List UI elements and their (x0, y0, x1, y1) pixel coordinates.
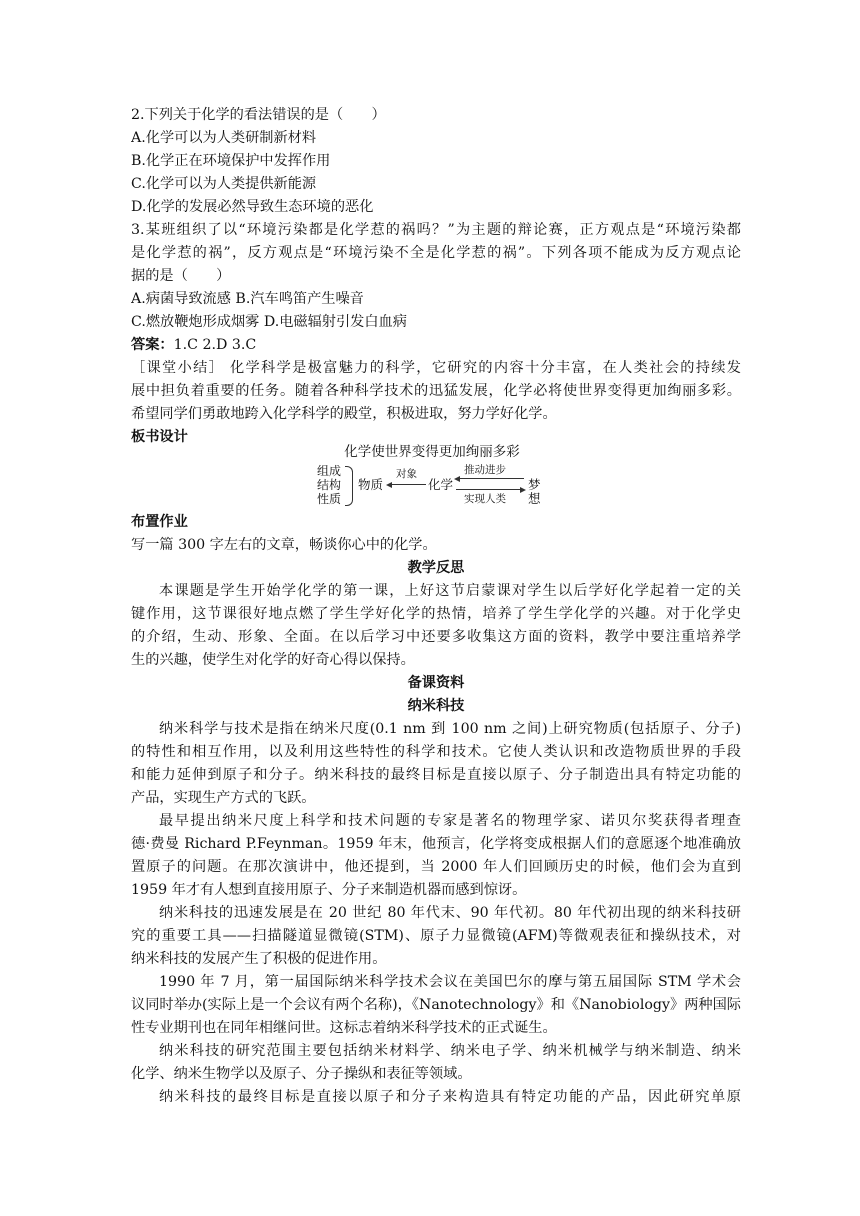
arrow-line (390, 484, 426, 485)
board-title: 化学使世界变得更加绚丽多彩 (344, 444, 520, 460)
arrow-line (456, 489, 522, 490)
reflection-line: 本课题是学生开始学化学的第一课，上好这节启蒙课对学生以后学好化学起着一定的关 (159, 583, 741, 599)
board-item-structure: 结构 (317, 478, 342, 492)
paragraph-line: 化学、纳米生物学以及原子、分子操纵和表征等领域。 (131, 1066, 472, 1082)
board-promote: 推动进步 (464, 464, 506, 476)
paragraph-line: 德·费曼 Richard P.Feynman。1959 年末，他预言，化学将变成根据人们的意愿逐个地准确放 (131, 836, 741, 852)
paragraph-line: 的特性和相互作用，以及利用这些特性的科学和技术。它使人类认识和改造物质世界的手段 (131, 744, 741, 760)
paragraph-line: 纳米科技的研究范围主要包括纳米材料学、纳米电子学、纳米机械学与纳米制造、纳米 (159, 1043, 741, 1059)
homework-text: 写一篇 300 字左右的文章，畅谈你心中的化学。 (131, 537, 437, 553)
question-3-options-ab: A.病菌导致流感 B.汽车鸣笛产生噪音 (131, 291, 364, 307)
paragraph-line: 置原子的问题。在那次演讲中，他还提到，当 2000 年人们回顾历史的时候，他们会为直到 (131, 859, 741, 875)
arrow-line (458, 478, 524, 479)
arrow-right-icon (520, 487, 526, 493)
question-3-options-cd: C.燃放鞭炮形成烟雾 D.电磁辐射引发白血病 (131, 314, 407, 330)
reflection-line: 的介绍，生动、形象、全面。在以后学习中还要多收集这方面的资料，教学中要注重培养学 (131, 629, 741, 645)
homework-heading: 布置作业 (131, 514, 188, 530)
paragraph-line: 纳米科技的发展产生了积极的促进作用。 (131, 951, 387, 967)
arrow-left-icon (454, 476, 460, 482)
board-matter: 物质 (358, 477, 384, 492)
question-2-option-b: B.化学正在环境保护中发挥作用 (131, 153, 331, 169)
answer-line (131, 334, 741, 357)
paragraph-line: 最早提出纳米尺度上科学和技术问题的专家是著名的物理学家、诺贝尔奖获得者理查 (159, 813, 741, 829)
question-2-option-d: D.化学的发展必然导致生态环境的恶化 (131, 199, 374, 215)
materials-heading: 备课资料 (407, 675, 465, 691)
question-2-option-a: A.化学可以为人类研制新材料 (131, 130, 317, 146)
paragraph-line: 1990 年 7 月，第一届国际纳米科学技术会议在美国巴尔的摩与第五届国际 STM 学术会 (159, 974, 741, 990)
paragraph-line: 究的重要工具——扫描隧道显微镜(STM)、原子力显微镜(AFM)等微观表征和操纵技术，对 (131, 928, 741, 944)
board-item-composition: 组成 (317, 464, 342, 478)
reflection-heading: 教学反思 (407, 560, 465, 576)
paragraph-line: 纳米科学与技术是指在纳米尺度(0.1 nm 到 100 nm 之间)上研究物质(包括原子、分子) (159, 721, 741, 737)
question-3-stem-line: 据的是（ ） (131, 268, 231, 284)
paragraph-line: 性专业期刊也在同年相继问世。这标志着纳米科学技术的正式诞生。 (131, 1020, 557, 1036)
answer-label: 答案： (131, 337, 174, 353)
board-realize: 实现人类 (464, 493, 506, 505)
paragraph-line: 产品，实现生产方式的飞跃。 (131, 790, 316, 806)
board-left-items (317, 464, 345, 506)
question-3-stem-line: 3.某班组织了以“环境污染都是化学惹的祸吗？”为主题的辩论赛，正方观点是“环境污染都 (131, 222, 741, 238)
board-dream: 梦想 (528, 477, 541, 506)
board-object: 对象 (396, 468, 417, 480)
reflection-line: 生的兴趣，使学生对化学的好奇心得以保持。 (131, 652, 415, 668)
board-heading: 板书设计 (131, 429, 188, 445)
board-chem: 化学 (428, 477, 454, 492)
paragraph-line: 纳米科技的迅速发展是在 20 世纪 80 年代末、90 年代初。80 年代初出现的纳米科技研 (159, 905, 741, 921)
question-2-stem: 2.下列关于化学的看法错误的是（ ） (131, 107, 386, 123)
paragraph-line: 议同时举办(实际上是一个会议有两个名称)，《Nanotechnology》和《Nanobiology》两种国际 (131, 997, 741, 1013)
answer-text: 1.C 2.D 3.C (173, 337, 257, 353)
board-item-property: 性质 (317, 492, 342, 506)
summary-line: ［课堂小结］ 化学科学是极富魅力的科学，它研究的内容十分丰富，在人类社会的持续发 (131, 360, 741, 376)
summary-line: 展中担负着重要的任务。随着各种科学技术的迅猛发展，化学必将使世界变得更加绚丽多彩。 (131, 383, 741, 399)
paragraph-line: 1959 年才有人想到直接用原子、分子来制造机器而感到惊讶。 (131, 882, 527, 898)
paragraph-line: 纳米科技的最终目标是直接以原子和分子来构造具有特定功能的产品，因此研究单原 (159, 1089, 741, 1105)
summary-line: 希望同学们勇敢地跨入化学科学的殿堂，积极进取，努力学好化学。 (131, 406, 557, 422)
board-diagram (312, 442, 552, 512)
materials-title: 纳米科技 (407, 698, 465, 714)
reflection-line: 键作用，这节课很好地点燃了学生学好化学的热情，培养了学生学化学的兴趣。对于化学史 (131, 606, 741, 622)
arrow-left-icon (386, 482, 392, 488)
question-2-option-c: C.化学可以为人类提供新能源 (131, 176, 317, 192)
question-3-stem-line: 是化学惹的祸”，反方观点是“环境污染不全是化学惹的祸”。下列各项不能成为反方观点论 (131, 245, 741, 261)
paragraph-line: 和能力延伸到原子和分子。纳米科技的最终目标是直接以原子、分子制造出具有特定功能的 (131, 767, 741, 783)
brace-icon (345, 466, 353, 506)
